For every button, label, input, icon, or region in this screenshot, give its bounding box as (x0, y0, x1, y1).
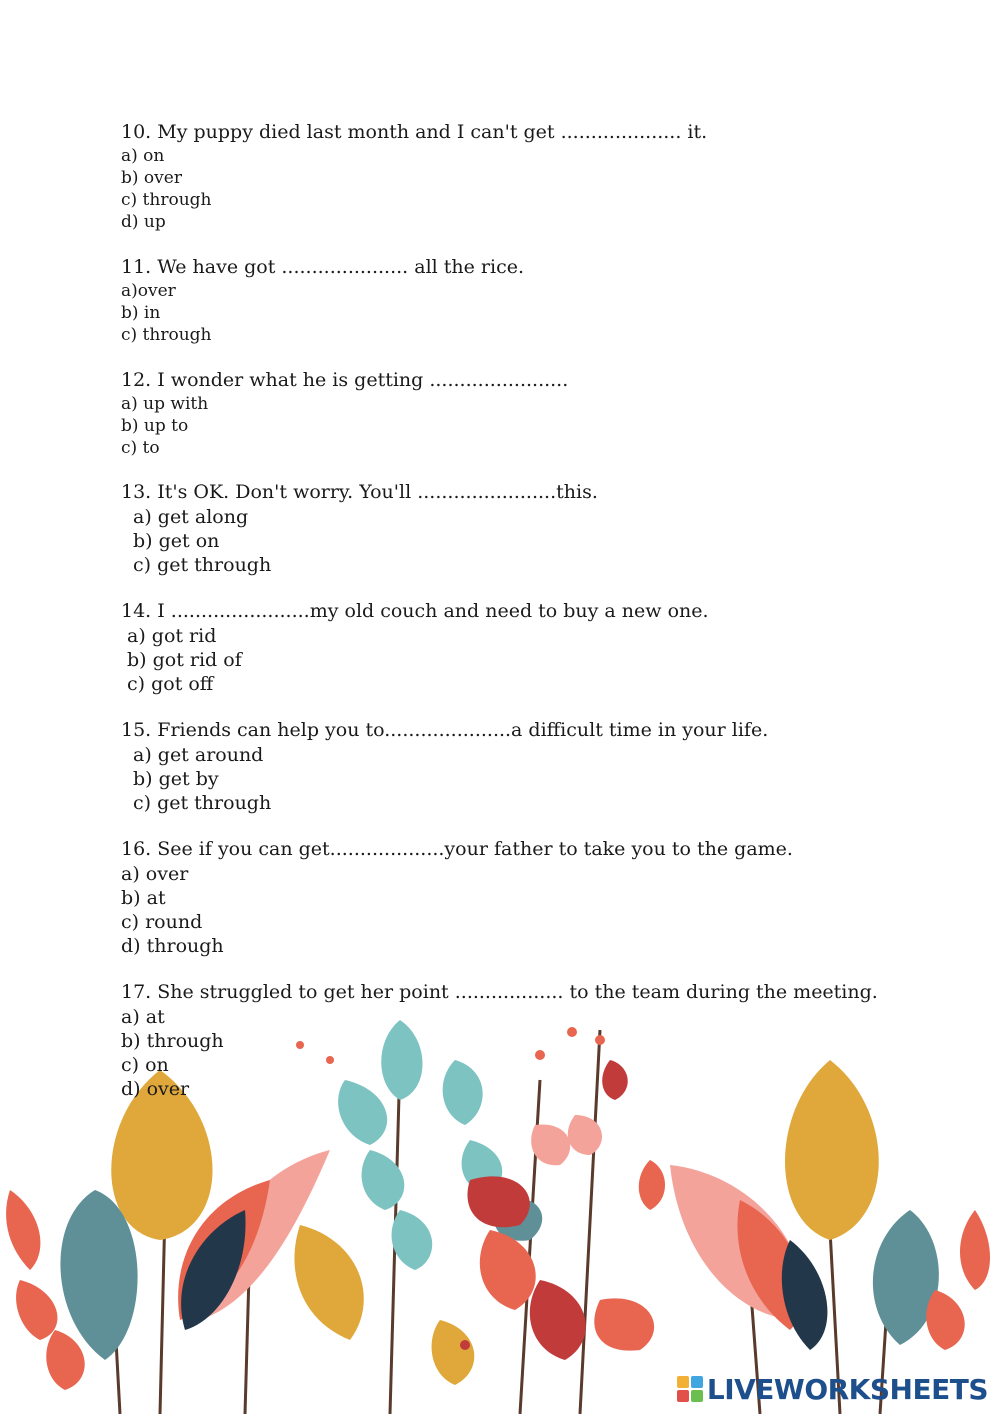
question-17-text: 17. She struggled to get her point .................. to the team during the meeting. (121, 981, 878, 1003)
question-14-option-b[interactable]: b) got rid of (127, 649, 242, 671)
question-16-option-b[interactable]: b) at (121, 887, 166, 909)
question-17-option-d[interactable]: d) over (121, 1078, 190, 1100)
question-10-text: 10. My puppy died last month and I can't get .................... it. (121, 121, 708, 143)
question-15-text: 15. Friends can help you to.....................a difficult time in your life. (121, 719, 769, 741)
question-12 (121, 369, 981, 459)
question-17-option-c[interactable]: c) on (121, 1054, 169, 1076)
question-12-option-c[interactable]: c) to (121, 438, 160, 458)
liveworksheets-logo-text: LIVEWORKSHEETS (706, 1372, 988, 1406)
question-13-option-a[interactable]: a) get along (133, 506, 249, 528)
question-14-option-c[interactable]: c) got off (127, 673, 214, 695)
question-14-option-a[interactable]: a) got rid (127, 625, 217, 647)
question-10 (121, 121, 981, 233)
question-16-option-a[interactable]: a) over (121, 863, 189, 885)
question-13-text: 13. It's OK. Don't worry. You'll .......................this. (121, 481, 598, 503)
question-11-text: 11. We have got ..................... all the rice. (121, 256, 525, 278)
leaf-coral-small-left (6, 1190, 40, 1270)
question-11-option-b[interactable]: b) in (121, 303, 161, 323)
question-16-text: 16. See if you can get...................your father to take you to the game. (121, 838, 793, 860)
liveworksheets-logo-icon (677, 1376, 703, 1402)
question-10-option-c[interactable]: c) through (121, 190, 212, 210)
question-15 (121, 719, 981, 815)
question-14-text: 14. I .......................my old couch and need to buy a new one. (121, 600, 709, 622)
question-12-option-a[interactable]: a) up with (121, 394, 209, 414)
question-12-option-b[interactable]: b) up to (121, 416, 189, 436)
question-17-option-a[interactable]: a) at (121, 1006, 165, 1028)
question-14 (121, 600, 981, 696)
question-16-option-d[interactable]: d) through (121, 935, 224, 957)
question-10-option-a[interactable]: a) on (121, 146, 165, 166)
question-15-option-b[interactable]: b) get by (133, 768, 219, 790)
question-11-option-c[interactable]: c) through (121, 325, 212, 345)
question-15-option-a[interactable]: a) get around (133, 744, 264, 766)
question-17 (121, 981, 981, 1101)
question-10-option-b[interactable]: b) over (121, 168, 182, 188)
question-13-option-b[interactable]: b) get on (133, 530, 220, 552)
question-16 (121, 838, 981, 958)
question-12-text: 12. I wonder what he is getting ....................... (121, 369, 569, 391)
liveworksheets-logo[interactable] (677, 1372, 988, 1406)
question-11-option-a[interactable]: a)over (121, 281, 176, 301)
question-17-option-b[interactable]: b) through (121, 1030, 224, 1052)
question-10-option-d[interactable]: d) up (121, 212, 166, 232)
question-15-option-c[interactable]: c) get through (133, 792, 272, 814)
question-13 (121, 481, 981, 577)
question-11 (121, 256, 981, 346)
question-13-option-c[interactable]: c) get through (133, 554, 272, 576)
question-16-option-c[interactable]: c) round (121, 911, 203, 933)
